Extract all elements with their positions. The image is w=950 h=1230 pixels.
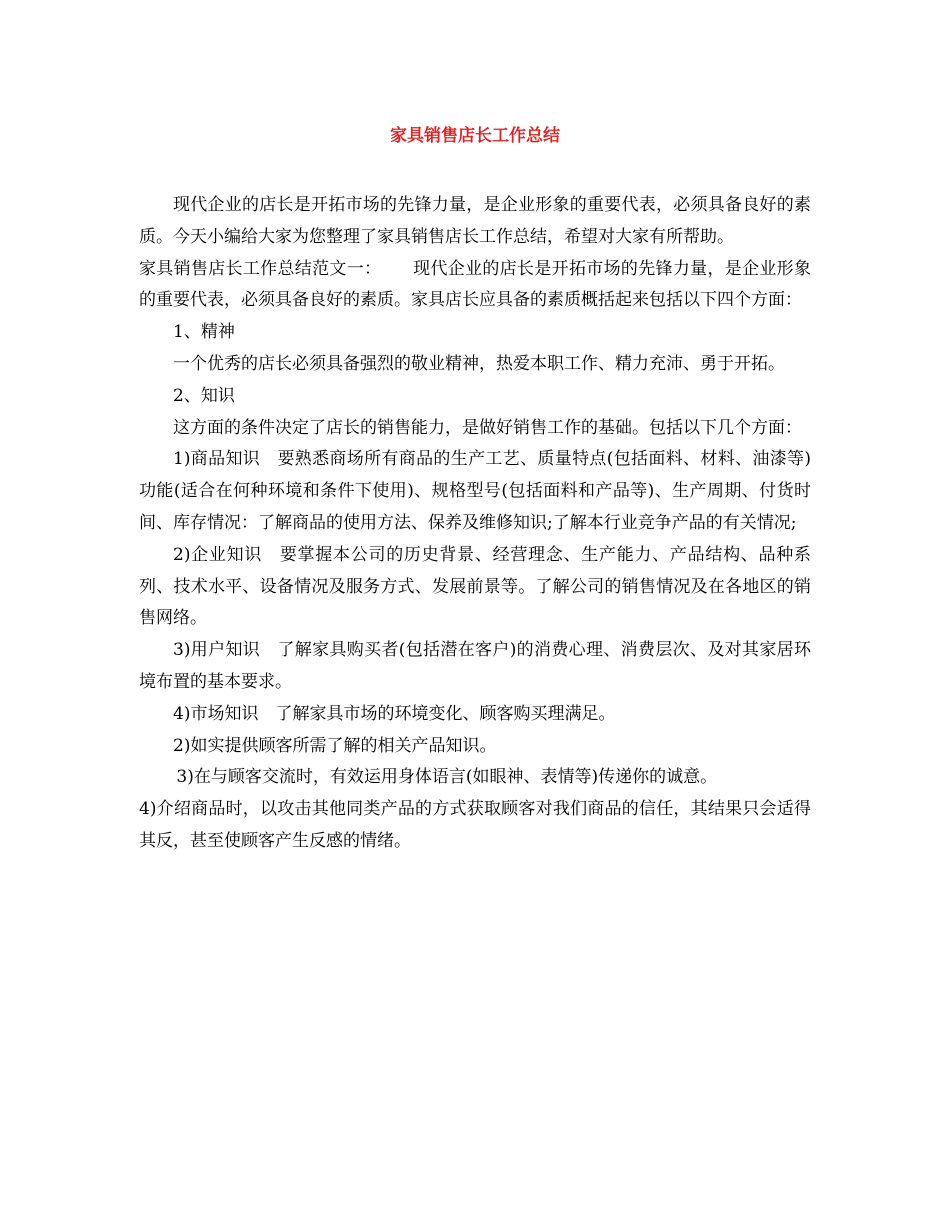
body-language-paragraph: 3)在与顾客交流时，有效运用身体语言(如眼神、表情等)传递你的诚意。 (176, 767, 718, 788)
section-heading-knowledge: 2、知识 (173, 385, 235, 406)
sample-one-paragraph: 家具销售店长工作总结范文一： 现代企业的店长是开拓市场的先锋力量，是企业形象的重要代表，必须具备良好的素质。家具店长应具备的素质概括起来包括以下四个方面： (139, 258, 811, 311)
market-knowledge-paragraph: 4)市场知识 了解家具市场的环境变化、顾客购买理满足。 (173, 703, 616, 724)
document-body (139, 190, 811, 858)
company-knowledge-paragraph: 2)企业知识 要掌握本公司的历史背景、经营理念、生产能力、产品结构、品种系列、技术水平、设备情况及服务方式、发展前景等。了解公司的销售情况及在各地区的销售网络。 (139, 544, 811, 629)
introduce-product-paragraph: 4)介绍商品时，以攻击其他同类产品的方式获取顾客对我们商品的信任，其结果只会适得其反，甚至使顾客产生反感的情绪。 (139, 799, 811, 851)
product-knowledge-paragraph: 1)商品知识 要熟悉商场所有商品的生产工艺、质量特点(包括面料、材料、油漆等)功能(适合在何种环境和条件下使用)、规格型号(包括面料和产品等)、生产周期、付货时间、库存情况：了解商品的使用方法、保养及维修知识;了解本行业竞争产品的有关情况; (139, 449, 811, 533)
intro-paragraph: 现代企业的店长是开拓市场的先锋力量，是企业形象的重要代表，必须具备良好的素质。今天小编给大家为您整理了家具销售店长工作总结，希望对大家有所帮助。 (139, 195, 811, 247)
customer-knowledge-paragraph: 3)用户知识 了解家具购买者(包括潜在客户)的消费心理、消费层次、及对其家居环境布置的基本要求。 (139, 640, 811, 692)
section-heading-spirit: 1、精神 (173, 322, 235, 343)
product-info-paragraph: 2)如实提供顾客所需了解的相关产品知识。 (173, 735, 497, 756)
spirit-paragraph: 一个优秀的店长必须具备强烈的敬业精神，热爱本职工作、精力充沛、勇于开拓。 (173, 353, 785, 374)
knowledge-paragraph: 这方面的条件决定了店长的销售能力，是做好销售工作的基础。包括以下几个方面： (173, 417, 802, 438)
document-title: 家具销售店长工作总结 (390, 126, 560, 146)
